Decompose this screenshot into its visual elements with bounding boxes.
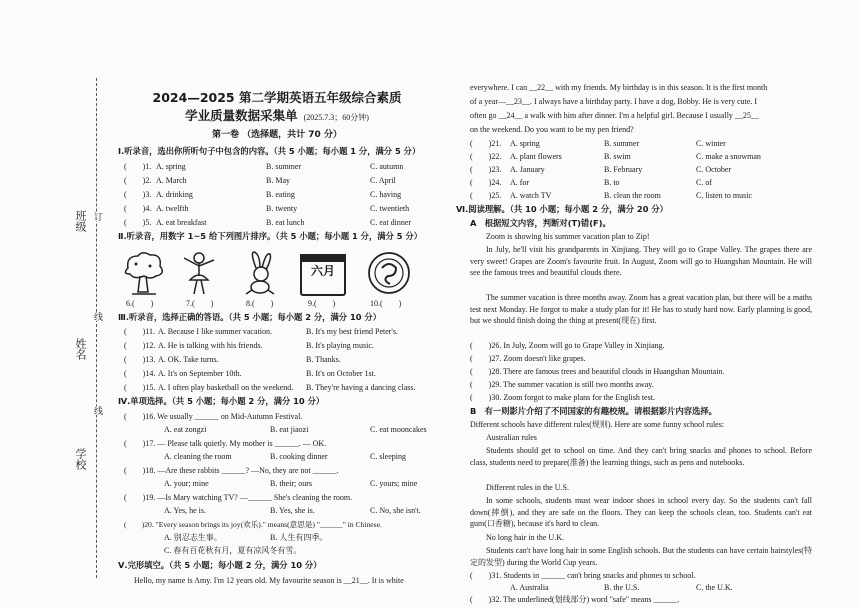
question-row: ( )15. A. I often play basketball on the weekend. B. They're having a dancing class. — [124, 383, 416, 392]
xian-mark-2: 线 — [93, 406, 103, 415]
question-31: ( )31. Students in ______ can't bring snacks and phones to school. — [470, 571, 696, 580]
dancing-girl-picture — [176, 250, 222, 296]
exam-date: (2025.7.3；60分钟) — [303, 113, 369, 122]
question-18-options: A. your; mine B. their; ours C. yours; mine — [164, 479, 418, 488]
reading-a-title: A 根据短文内容，判断对(T)错(F)。 — [470, 218, 611, 228]
picture-6-blank[interactable]: 6.( ) — [126, 299, 154, 308]
picture-row — [118, 250, 436, 310]
question-row: ( )12. A. He is talking with his friends. B. It's playing music. — [124, 341, 374, 350]
school-label: 学校 — [74, 448, 86, 470]
tree-picture — [120, 250, 166, 296]
picture-8-blank[interactable]: 8.( ) — [246, 299, 274, 308]
cloze-line-2: of a year—__23__. I always have a birthday party. I have a dog, Bobby. He is very cute. I — [470, 97, 758, 106]
question-row: ( )13. A. OK. Take turns. B. Thanks. — [124, 355, 341, 364]
question-row: ( )11. A. Because I like summer vacation. B. It's my best friend Peter's. — [124, 327, 398, 336]
cloze-line-3: often go __24__ a walk with him after dinner. I'm a helpful girl. Because I usually __25__ — [470, 111, 759, 120]
question-16: ( )16. We usually ______ on Mid-Autumn Festival. — [124, 412, 303, 421]
picture-7-blank[interactable]: 7.( ) — [186, 299, 214, 308]
cloze-line-1: everywhere. I can __22__ with my friends. My birthday is in this season. It is the first month — [470, 83, 768, 92]
section-1-title: Ⅰ.听录音，选出你所听句子中包含的内容。（共 5 小题；每小题 1 分，满分 5 分） — [118, 146, 421, 156]
question-28: ( )28. There are famous trees and beautiful clouds in Huangshan Mountain. — [470, 367, 725, 376]
section-2-title: Ⅱ.听录音，用数字 1~5 给下列图片排序。（共 5 小题；每小题 1 分，满分 5 分） — [118, 231, 423, 241]
reading-b-paragraph-1: Students should get to school on time. And they can't bring snacks and phones to school. Before class, students need to prepare(准备) the learning things, such as pens and notebooks. — [470, 446, 812, 467]
question-row: ( )14. A. It's on September 10th. B. It's on October 1st. — [124, 369, 376, 378]
question-20-option-c: C. 春有百花秋有月，夏有凉风冬有雪。 — [164, 546, 302, 555]
exam-subtitle: 学业质量数据采集单 (2025.7.3；60分钟) — [185, 108, 369, 123]
section-3-title: Ⅲ.听录音，选择正确的答语。（共 5 小题；每小题 2 分，满分 10 分） — [118, 312, 381, 322]
xian-mark: 线 — [93, 312, 103, 321]
reading-b-paragraph-3: Students can't have long hair in some English schools. But the students can have certain hairstyles(特定的发型) during the World Cup years. — [470, 546, 812, 567]
reading-a-paragraph-2: In July, he'll visit his grandparents in Xinjiang. They will go to Grape Valley. The grapes there are very sweet! Grapes are Zoom's favourite fruit. In August, Zoom will go to Huangshan Mountain. He will see the famous trees and beautiful clouds there. — [470, 245, 812, 278]
question-26: ( )26. In July, Zoom will go to Grape Valley in Xinjiang. — [470, 341, 665, 350]
question-row: ( )3. A. drinking B. eating C. having — [124, 190, 402, 199]
name-label: 姓名 — [74, 338, 86, 360]
reading-b-title: B 有一则影片介绍了不同国家的有趣校规。请根据影片内容选择。 — [470, 406, 717, 416]
question-row: ( )22. A. plant flowers B. swim C. make a snowman — [470, 152, 761, 161]
question-row: ( )25. A. watch TV B. clean the room C. listen to music — [470, 191, 752, 200]
ding-mark: 订 — [93, 212, 103, 221]
section-5-title: Ⅴ.完形填空。（共 5 小题；每小题 2 分，满分 10 分） — [118, 560, 322, 570]
question-20-options: A. 别忍志生事。 B. 人生有四季。 — [164, 533, 328, 542]
question-row: ( )2. A. March B. May C. April — [124, 176, 396, 185]
picture-10-blank[interactable]: 10.( ) — [370, 299, 402, 308]
question-row: ( )5. A. eat breakfast B. eat lunch C. eat dinner — [124, 218, 412, 227]
reading-b-heading-3: No long hair in the U.K. — [486, 533, 564, 542]
question-row: ( )24. A. for B. to C. of — [470, 178, 712, 187]
class-label: 班级 — [74, 210, 86, 232]
reading-b-heading-2: Different rules in the U.S. — [486, 483, 569, 492]
question-17-options: A. cleaning the room B. cooking dinner C. sleeping — [164, 452, 406, 461]
question-30: ( )30. Zoom forgot to make plans for the English test. — [470, 393, 655, 402]
calendar-picture — [298, 250, 344, 296]
question-17: ( )17. — Please talk quietly. My mother is ______. — OK. — [124, 439, 327, 448]
picture-9-blank[interactable]: 9.( ) — [308, 299, 336, 308]
reading-b-intro: Different schools have different rules(规则). Here are some funny school rules: — [470, 420, 725, 429]
exam-title: 2024—2025 第二学期英语五年级综合素质 — [152, 90, 402, 105]
question-27: ( )27. Zoom doesn't like grapes. — [470, 354, 586, 363]
question-19-options: A. Yes, he is. B. Yes, she is. C. No, she isn't. — [164, 506, 421, 515]
question-20: ( )20. "Every season brings its joy(欢乐)." means(意思是) "______" in Chinese. — [124, 520, 382, 529]
reading-b-paragraph-2: In some schools, students must wear indoor shoes in school every day. So the students can't fall down(摔倒), and they are safe on the floors. They can keep the schools clean, too. Students can't eat gum(口香糖), because it's hard to clean. — [470, 496, 812, 529]
rabbit-picture — [236, 250, 282, 296]
reading-a-paragraph-3: The summer vacation is three months away. Zoom has a great vacation plan, but there will be a maths test next Monday. He forgot to make a study plan for it! He has to study hard now. Early planning is good, but we should finish doing the thing at present(现在) first. — [470, 293, 812, 326]
question-row: ( )23. A. January B. February C. October — [470, 165, 732, 174]
question-row: ( )4. A. twelfth B. twenty C. twentieth — [124, 204, 410, 213]
question-31-options: A. Australia B. the U.S. C. the U.K. — [510, 583, 733, 592]
binding-margin — [0, 0, 112, 608]
section-4-title: Ⅳ.单项选择。（共 5 小题；每小题 2 分，满分 10 分） — [118, 396, 325, 406]
reading-a-paragraph-1: Zoom is showing his summer vacation plan to Zip! — [486, 232, 650, 241]
question-32: ( )32. The underlined(划线部分) word "safe" means ______. — [470, 595, 680, 604]
part-one-heading: 第一卷 （选择题，共计 70 分） — [212, 130, 342, 140]
question-16-options: A. eat zongzi B. eat jiaozi C. eat mooncakes — [164, 425, 427, 434]
question-19: ( )19. —Is Mary watching TV? —______ She's cleaning the room. — [124, 493, 353, 502]
cloze-line-4: on the weekend. Do you want to be my pen friend? — [470, 125, 634, 134]
question-row: ( )1. A. spring B. summer C. autumn — [124, 162, 404, 171]
cloze-passage-start: Hello, my name is Amy. I'm 12 years old. My favourite season is __21__. It is white — [134, 576, 404, 585]
plate-picture — [366, 250, 412, 296]
reading-b-heading-1: Australian rules — [486, 433, 537, 442]
question-row: ( )21. A. spring B. summer C. winter — [470, 139, 726, 148]
section-6-title: Ⅵ.阅读理解。（共 10 小题；每小题 2 分，满分 20 分） — [456, 204, 668, 214]
cut-line — [96, 78, 97, 578]
question-29: ( )29. The summer vacation is still two months away. — [470, 380, 654, 389]
question-18: ( )18. —Are these rabbits ______? —No, they are not ______. — [124, 466, 339, 475]
calendar-icon: 六月 — [300, 254, 346, 296]
